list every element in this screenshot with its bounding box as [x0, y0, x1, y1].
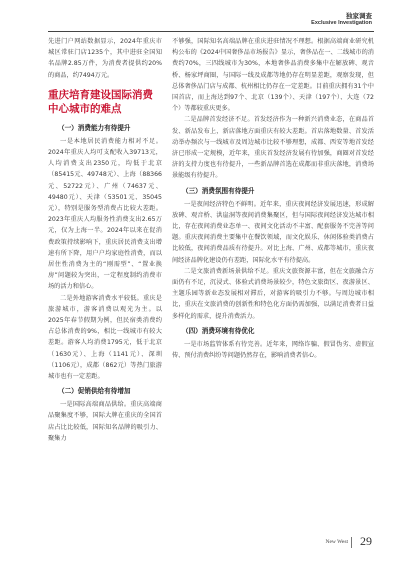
subheading-environment: （四）消费环境有待优化: [182, 326, 255, 335]
right-column: [172, 36, 374, 361]
paragraph-debut-economy: 二是品牌首发经济不足。首发经济作为一种新兴消费业态，在商品首发、新品发布上，新店落地方面重庆有较大差距。首店落地数量、首发活动举办频次与一线城市及周边城市比较不够理想，成都、西安等地首发经济已形成一定规模，近年来，重庆首发经济发展有待加强，商圈对首发经济的支持力度也有待提升，一些新品牌首选在成都而非重庆落地，消费场景能级有待提升。: [172, 116, 374, 180]
intro-paragraph: 先进门户网站数据显示，2024年重庆市城区常驻门店1235个，其中进驻全国知名品牌2.85万件，为消费者提供约20%的商品，约7494万元。: [48, 38, 162, 79]
paragraph-luxury-continued: 不够强，国际知名高端品牌在重庆进驻情况不理想。根据高端商业研究机构公布的《2024中国奢侈品市场报告》显示，奢侈品在一、二线城市的消费约70%，三四线城市为30%，本地奢侈品消费多集中在解放碑、观音桥、杨家坪商圈，与国际一线及成都等地仍存在明显差距，观察发现，但总体奢侈品门店与成都、杭州相比仍存在一定差距。目前重庆拥有31个中国首店，而上海达到97个、北京（139个）、天津（197个）、大连（72个）等都较重庆更多。: [172, 38, 374, 113]
page-number: 29: [360, 534, 372, 548]
header-divider: [48, 31, 374, 32]
magazine-name: New West: [325, 539, 348, 545]
subheading-supply: （二）促销供给有待增加: [58, 387, 131, 396]
section-title-cn: 独家调查: [346, 12, 372, 20]
paragraph-market-regulation: 一是市场监管体系有待完善。近年来，网络诈骗、假冒伪劣、虚假宣传、预付消费纠纷等问题仍然存在，影响消费者信心。: [172, 340, 374, 360]
footer-divider: [351, 537, 352, 548]
left-column: [48, 36, 162, 444]
section-heading: 重庆培育建设国际消费中心城市的难点: [48, 88, 153, 115]
paragraph-tourist-spending: 二是外地游客消费水平较低。重庆是旅游城市，游客消费以观光为主。以2025年春节假期为例，但民宿类消费约占总体消费的9%，相比一线城市有较大差距。游客人均消费1795元，低于北京（1630元）、上海（1141元）、深圳（1106元），成都（862元）等热门旅游城市也有一定差距。: [48, 294, 162, 381]
subheading-atmosphere: （三）消费氛围有待提升: [182, 186, 255, 195]
section-header: [311, 12, 372, 27]
paragraph-luxury-supply: 一是国际高端商品供给。重庆高端商品聚集度不够，国际大牌在重庆的全国首店占比比较低，国际知名品牌的吸引力、聚集力: [48, 401, 162, 442]
paragraph-culture-tourism: 二是文旅消费新场景供给不足。重庆文旅资源丰富，但在文旅融合方面仍有不足，沉浸式、体验式消费场景较少，特色文旅街区、夜游景区、主题乐园等新业态发展相对滞后，对游客的吸引力不够。与周边城市相比，重庆在文旅消费的创新性和特色化方面仍需加强，以满足消费者日益多样化的需求，提升消费活力。: [172, 267, 374, 320]
section-title-en: Exclusive Investigation: [311, 20, 372, 26]
paragraph-night-economy: 一是夜间经济特色不鲜明。近年来，重庆夜间经济发展迅速，形成解放碑、观音桥、洪崖洞等夜间消费集聚区，但与国际夜间经济发达城市相比，存在夜间消费业态单一、夜间文化活动不丰富、配套服务不完善等问题。重庆夜间消费主要集中在餐饮领域，而文化娱乐、休闲体验类消费占比较低，夜间消费品质有待提升。对比上海、广州、成都等城市，重庆夜间经济品牌化建设仍有差距，国际化水平有待提高。: [172, 200, 374, 264]
paragraph-local-income: 一是本地居民消费能力相对不足。2024年重庆人均可支配收入39713元，人均消费支出2350元，均低于北京（85415元、49748元）、上海（88366元、52722元）、广州（74637元、49480元）、天津（53501元、35045元），特别是服务型消费占比较大差距。2023年重庆人均服务性消费支出2.65万元，仅为上海一半。2024年以来在促消费政策持续影响下，重庆居民消费支出增速有所下降，用户户均家庭性消费，而以居住性消费为主的“刚需型”、“置业换房”问题较为突出，一定程度制约消费市场的活力和信心。: [48, 137, 162, 291]
subheading-consumption: （一）消费能力有待提升: [58, 123, 131, 132]
